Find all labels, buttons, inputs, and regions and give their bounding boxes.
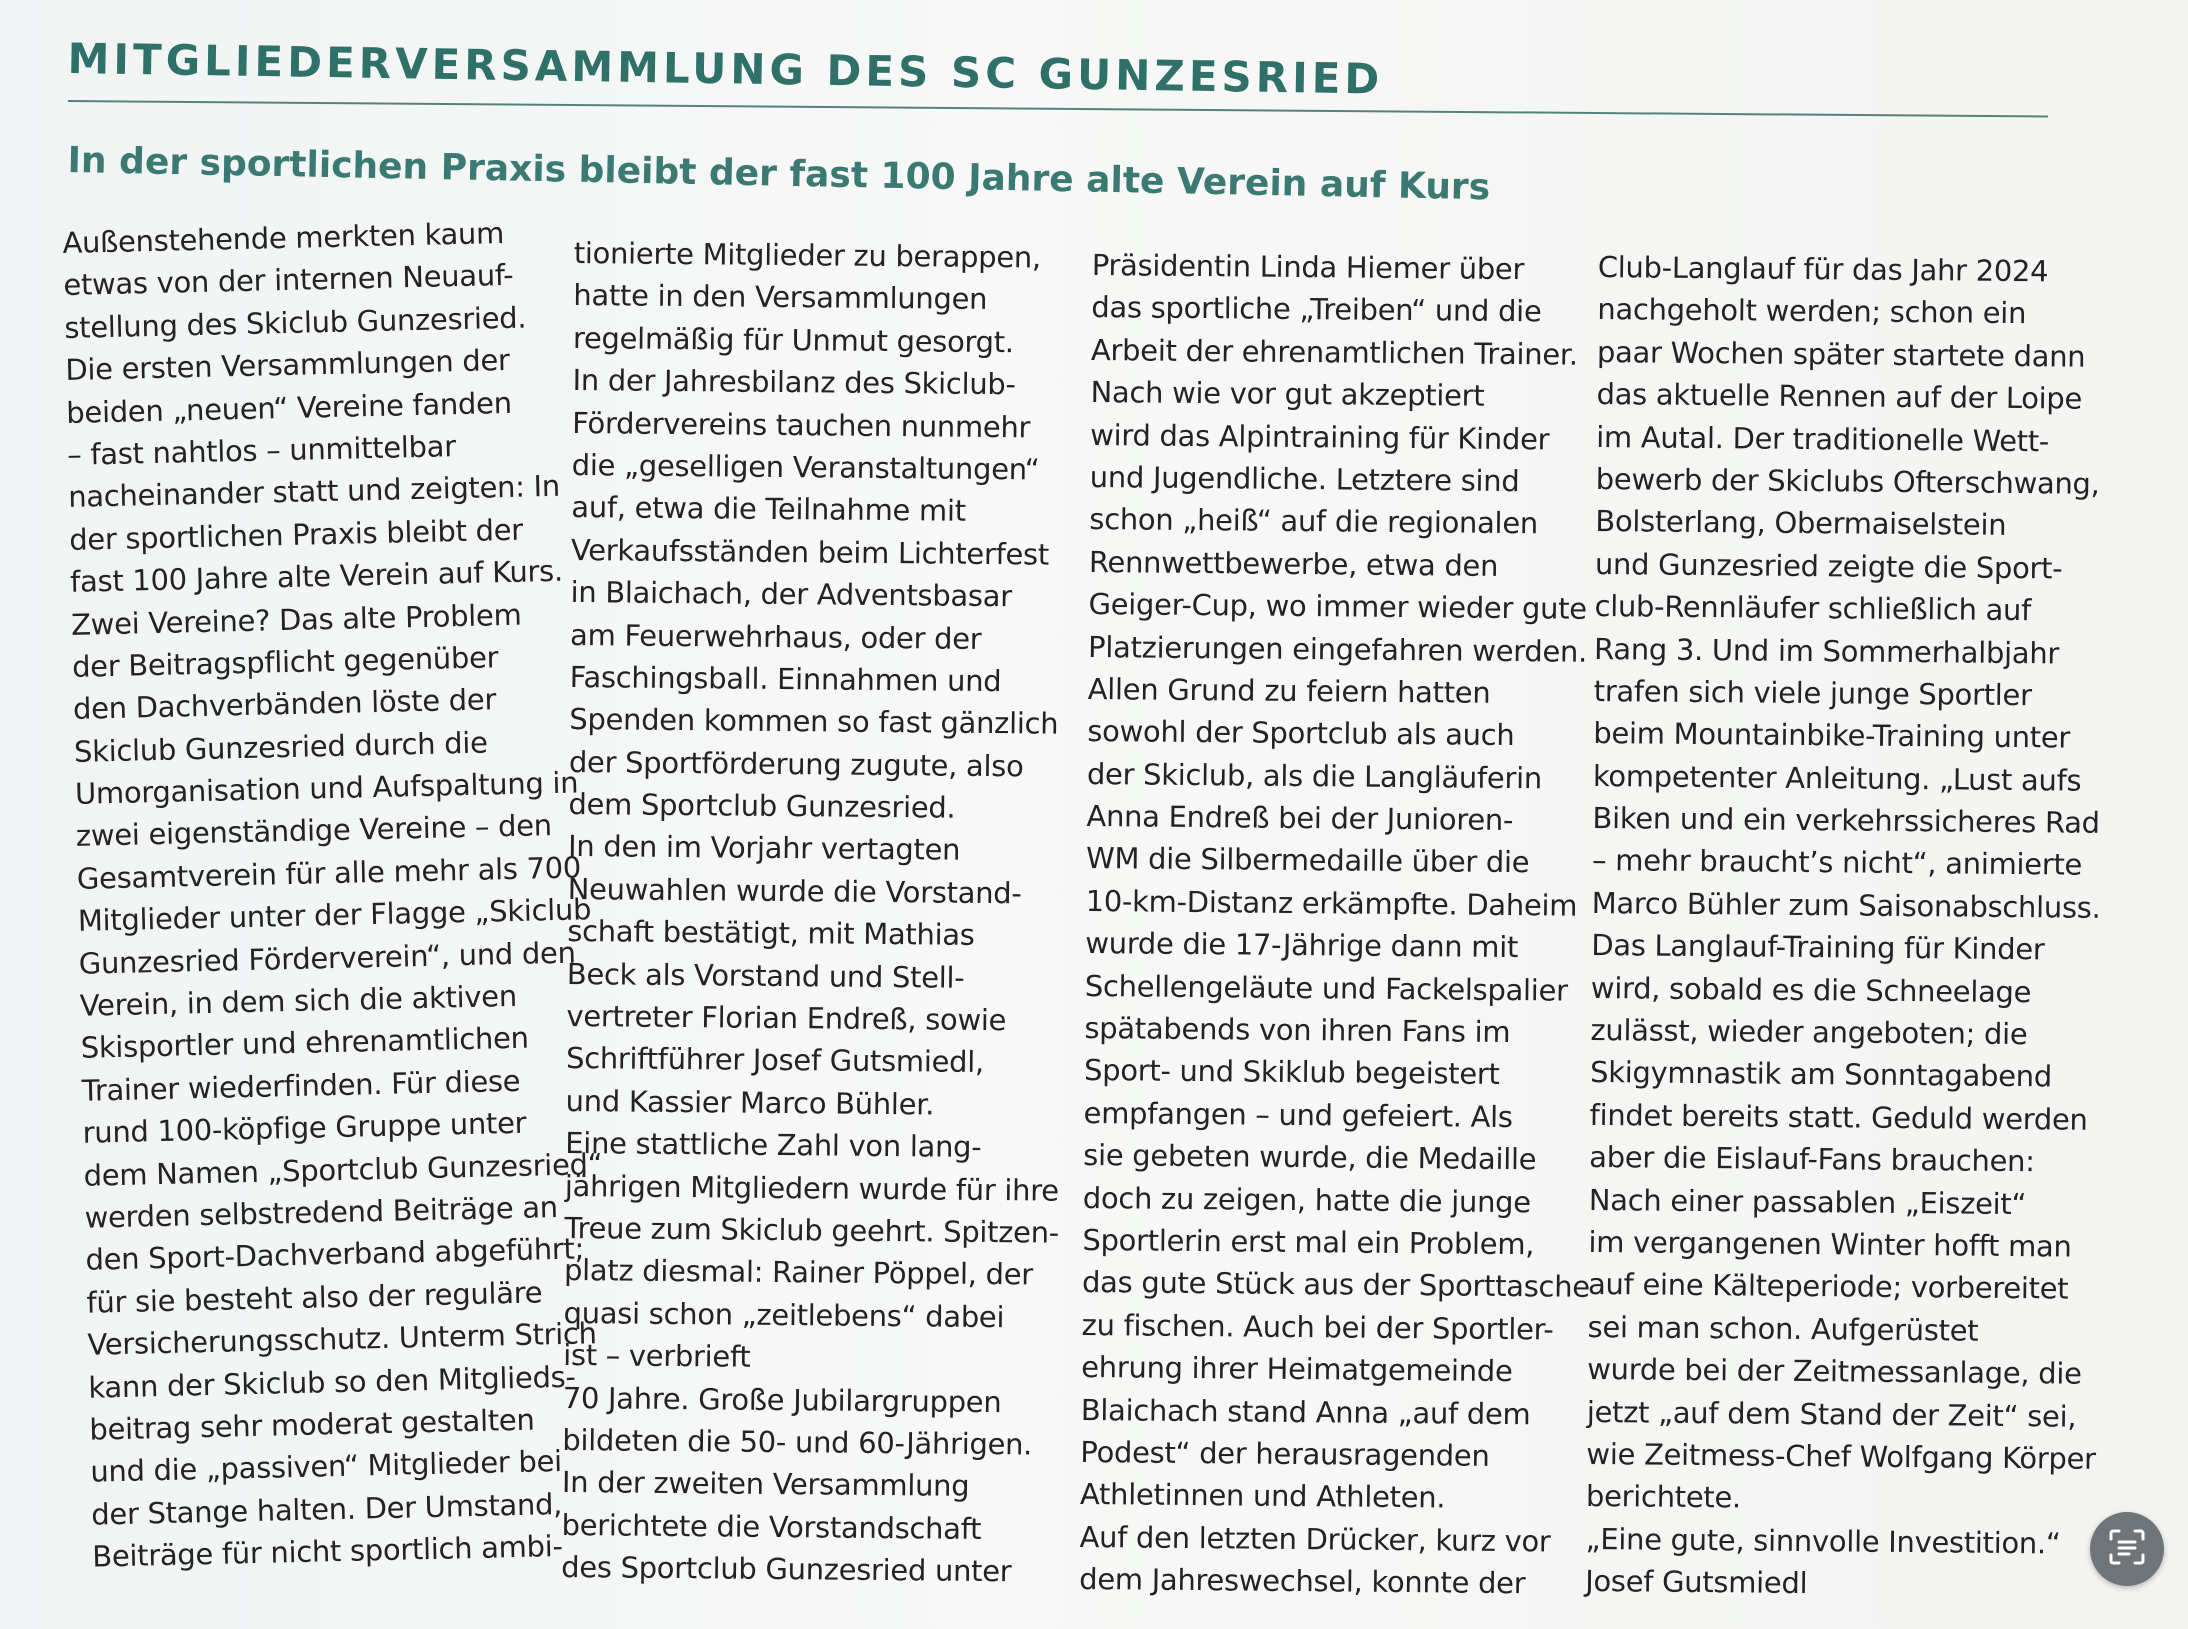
text-line: Eine stattliche Zahl von lang- — [565, 1126, 982, 1165]
text-line: zwei eigenständige Vereine – den — [75, 808, 553, 854]
text-line: club-Rennläufer schließlich auf — [1594, 589, 2032, 628]
text-line: der Beitragspflicht gegenüber — [71, 640, 499, 684]
text-line: Zwei Vereine? Das alte Problem — [70, 597, 522, 642]
text-line: Faschingsball. Einnahmen und — [569, 659, 1002, 699]
text-line: Platzierungen eingefahren werden. — [1087, 629, 1588, 669]
text-line: und Jugendliche. Letztere sind — [1089, 459, 1520, 499]
text-line: kann der Skiclub so den Mitglieds- — [88, 1359, 576, 1405]
text-line: kompetenter Anleitung. „Lust aufs — [1592, 758, 2082, 798]
text-line: Präsidentin Linda Hiemer über — [1091, 247, 1525, 287]
text-line: Geiger-Cup, wo immer wieder gute — [1088, 587, 1587, 626]
text-line: beiden „neuen“ Vereine fanden — [65, 385, 513, 430]
text-line: „Eine gute, sinnvolle Investition.“ — [1585, 1521, 2061, 1561]
text-line: wird das Alpintraining für Kinder — [1090, 417, 1550, 456]
text-line: ehrung ihrer Heimatgemeinde — [1081, 1350, 1513, 1389]
text-line: fast 100 Jahre alte Verein auf Kurs. — [69, 553, 564, 600]
text-line: das aktuelle Rennen auf der Loipe — [1596, 377, 2083, 416]
text-line: Verkaufsständen beim Lichterfest — [570, 532, 1050, 572]
text-line: trafen sich viele junge Sportler — [1593, 673, 2032, 713]
text-line: der Sportförderung zugute, also — [568, 744, 1024, 784]
text-line: Mitglieder unter der Flagge „Skiclub — [77, 892, 592, 939]
text-line: Sport- und Skiklub begeistert — [1083, 1053, 1500, 1092]
text-line: der Skiclub, als die Langläuferin — [1086, 756, 1543, 796]
text-line: spätabends von ihren Fans im — [1084, 1010, 1511, 1050]
text-column-2 — [561, 232, 1069, 1593]
text-line: zu fischen. Auch bei der Sportler- — [1081, 1307, 1554, 1347]
text-line: Blaichach stand Anna „auf dem — [1080, 1392, 1531, 1431]
text-line: bewerb der Skiclubs Ofterschwang, — [1595, 461, 2100, 501]
text-line: Das Langlauf-Training für Kinder — [1591, 928, 2045, 967]
text-line: WM die Silbermedaille über die — [1085, 841, 1530, 880]
text-line: Treue zum Skiclub geehrt. Spitzen- — [564, 1210, 1060, 1250]
text-line: jetzt „auf dem Stand der Zeit“ sei, — [1586, 1394, 2077, 1434]
text-line: berichtete die Vorstandschaft — [561, 1507, 982, 1546]
text-line: Umorganisation und Aufspaltung in — [74, 765, 579, 811]
text-line: wie Zeitmess-Chef Wolfgang Körper — [1586, 1436, 2096, 1476]
text-line: Neuwahlen wurde die Vorstand- — [567, 871, 1022, 911]
text-line: des Sportclub Gunzesried unter — [561, 1550, 1012, 1589]
text-line: etwas von der internen Neuauf- — [63, 258, 514, 303]
text-line: das sportliche „Treiben“ und die — [1091, 290, 1542, 329]
text-line: nacheinander statt und zeigten: In — [67, 469, 561, 515]
text-line: Arbeit der ehrenamtlichen Trainer. — [1090, 332, 1578, 372]
text-line: Skiclub Gunzesried durch die — [73, 725, 488, 769]
text-line: In den im Vorjahr vertagten — [567, 829, 961, 868]
text-line: auf eine Kälteperiode; vorbereitet — [1587, 1267, 2069, 1306]
text-line: stellung des Skiclub Gunzesried. — [64, 300, 527, 345]
text-line: Gesamtverein für alle mehr als 700 — [76, 850, 582, 896]
text-line: empfangen – und gefeiert. Als — [1083, 1095, 1513, 1134]
text-line: Nach wie vor gut akzeptiert — [1090, 375, 1485, 413]
text-line: berichtete. — [1585, 1479, 1742, 1515]
text-line: Rennwettbewerbe, etwa den — [1088, 544, 1499, 583]
text-line: Athletinnen und Athleten. — [1079, 1477, 1446, 1515]
text-column-1 — [62, 210, 611, 1578]
text-line: Beck als Vorstand und Stell- — [566, 956, 965, 995]
text-line: und Gunzesried zeigte die Sport- — [1594, 546, 2063, 586]
text-line: Nach einer passablen „Eiszeit“ — [1588, 1182, 2027, 1221]
text-line: aber die Eislauf-Fans brauchen: — [1589, 1140, 2035, 1179]
text-line: Allen Grund zu feiern hatten — [1087, 671, 1491, 710]
text-line: am Feuerwehrhaus, oder der — [569, 617, 982, 656]
text-line: sie gebeten wurde, die Medaille — [1083, 1138, 1537, 1177]
text-line: Fördervereins tauchen nunmehr — [572, 405, 1031, 444]
text-line: Trainer wiederfinden. Für diese — [81, 1063, 521, 1108]
text-line: jährigen Mitgliedern wurde für ihre — [564, 1168, 1059, 1208]
text-line: den Sport-Dachverband abgeführt; — [85, 1231, 585, 1278]
text-line: tionierte Mitglieder zu berappen, — [573, 235, 1042, 275]
text-line: wurde die 17-Jährige dann mit — [1085, 926, 1519, 965]
text-line: ist – verbrieft — [563, 1338, 751, 1374]
text-line: Versicherungsschutz. Unterm Strich — [87, 1316, 598, 1362]
text-line: sei man schon. Aufgerüstet — [1587, 1309, 1979, 1348]
text-line: das gute Stück aus der Sporttasche — [1081, 1265, 1590, 1305]
text-line: und die „passiven“ Mitglieder bei — [89, 1444, 563, 1490]
text-line: Podest“ der herausragenden — [1080, 1434, 1490, 1473]
text-line: Spenden kommen so fast gänzlich — [569, 702, 1059, 741]
text-line: der Stange halten. Der Umstand, — [90, 1486, 563, 1532]
text-scan-button[interactable] — [2090, 1512, 2164, 1586]
text-line: nachgeholt werden; schon ein — [1597, 292, 2027, 331]
text-line: quasi schon „zeitlebens“ dabei — [563, 1295, 1005, 1334]
text-line: Sportlerin erst mal ein Problem, — [1082, 1222, 1535, 1262]
text-line: Skisportler und ehrenamtlichen — [80, 1021, 530, 1066]
text-line: regelmäßig für Unmut gesorgt. — [572, 320, 1014, 360]
text-line: Schellengeläute und Fackelspalier — [1084, 968, 1568, 1008]
text-line: für sie besteht also der reguläre — [86, 1275, 543, 1320]
text-line: vertreter Florian Endreß, sowie — [566, 998, 1007, 1038]
text-line: platz diesmal: Rainer Pöppel, der — [563, 1253, 1034, 1292]
text-line: Anna Endreß bei der Junioren- — [1086, 799, 1514, 838]
text-line: Beiträge für nicht sportlich ambi- — [91, 1529, 563, 1574]
text-line: Marco Bühler zum Saisonabschluss. — [1591, 885, 2101, 925]
text-line: zulässt, wieder angeboten; die — [1590, 1012, 2028, 1052]
text-line: findet bereits statt. Geduld werden — [1589, 1097, 2088, 1137]
text-column-4 — [1585, 246, 2107, 1607]
text-line: Die ersten Versammlungen der — [64, 343, 510, 388]
text-line: schaft bestätigt, mit Mathias — [567, 914, 975, 953]
text-line: bildeten die 50- und 60-Jährigen. — [562, 1422, 1033, 1462]
text-line: und Kassier Marco Bühler. — [565, 1083, 935, 1122]
text-line: 70 Jahre. Große Jubilargruppen — [562, 1380, 1002, 1419]
text-line: Club-Langlauf für das Jahr 2024 — [1597, 249, 2049, 289]
text-line: beitrag sehr moderat gestalten — [89, 1402, 535, 1447]
text-line: auf, etwa die Teilnahme mit — [571, 490, 966, 529]
text-line: wird, sobald es die Schneelage — [1590, 970, 2032, 1009]
text-line: im vergangenen Winter hofft man — [1588, 1224, 2072, 1264]
text-line: Schriftführer Josef Gutsmiedl, — [565, 1041, 985, 1080]
text-line: Biken und ein verkehrssicheres Rad — [1592, 801, 2100, 840]
text-line: Gunzesried Förderverein“, und den — [78, 935, 576, 981]
text-line: dem Namen „Sportclub Gunzesried“ — [83, 1146, 603, 1193]
text-line: wurde bei der Zeitmessanlage, die — [1587, 1352, 2082, 1391]
text-line: werden selbstredend Beiträge an — [84, 1189, 559, 1235]
text-line: Außenstehende merkten kaum — [62, 215, 505, 260]
text-line: Skigymnastik am Sonntagabend — [1589, 1055, 2053, 1094]
text-line: doch zu zeigen, hatte die junge — [1082, 1180, 1531, 1219]
text-line: In der zweiten Versammlung — [561, 1465, 970, 1504]
text-line: sowohl der Sportclub als auch — [1087, 714, 1515, 753]
text-line: Auf den letzten Drücker, kurz vor — [1079, 1519, 1551, 1559]
article-subtitle: In der sportlichen Praxis bleibt der fast 100 Jahre alte Verein auf Kurs — [67, 140, 1491, 209]
text-line: den Dachverbänden löste der — [72, 682, 497, 727]
text-line: in Blaichach, der Adventsbasar — [570, 575, 1012, 614]
text-line: im Autal. Der traditionelle Wett- — [1596, 419, 2050, 458]
text-line: 10-km-Distanz erkämpfte. Daheim — [1085, 883, 1578, 923]
text-scan-icon — [2107, 1527, 2147, 1572]
section-title: MITGLIEDERVERSAMMLUNG DES SC GUNZESRIED — [67, 34, 1384, 104]
text-line: schon „heiß“ auf die regionalen — [1089, 502, 1539, 541]
text-line: – mehr braucht’s nicht“, animierte — [1591, 843, 2083, 883]
text-line: – fast nahtlos – unmittelbar — [66, 429, 457, 472]
text-line: hatte in den Versammlungen — [573, 278, 988, 317]
text-line: In der Jahresbilanz des Skiclub- — [572, 363, 1016, 402]
text-line: rund 100-köpfige Gruppe unter — [82, 1105, 527, 1150]
text-line: Verein, in dem sich die aktiven — [79, 978, 518, 1023]
text-line: Bolsterlang, Obermaiselstein — [1595, 504, 2007, 543]
text-line: paar Wochen später startete dann — [1596, 334, 2086, 374]
text-line: der sportlichen Praxis bleibt der — [68, 512, 524, 557]
text-line: dem Jahreswechsel, konnte der — [1079, 1562, 1526, 1601]
text-line: Rang 3. Und im Sommerhalbjahr — [1593, 631, 2060, 670]
text-column-3 — [1079, 244, 1600, 1605]
text-line: dem Sportclub Gunzesried. — [568, 787, 956, 825]
text-line: beim Mountainbike-Training unter — [1593, 716, 2071, 755]
text-line: Josef Gutsmiedl — [1585, 1564, 1808, 1601]
text-line: die „geselligen Veranstaltungen“ — [571, 447, 1040, 487]
